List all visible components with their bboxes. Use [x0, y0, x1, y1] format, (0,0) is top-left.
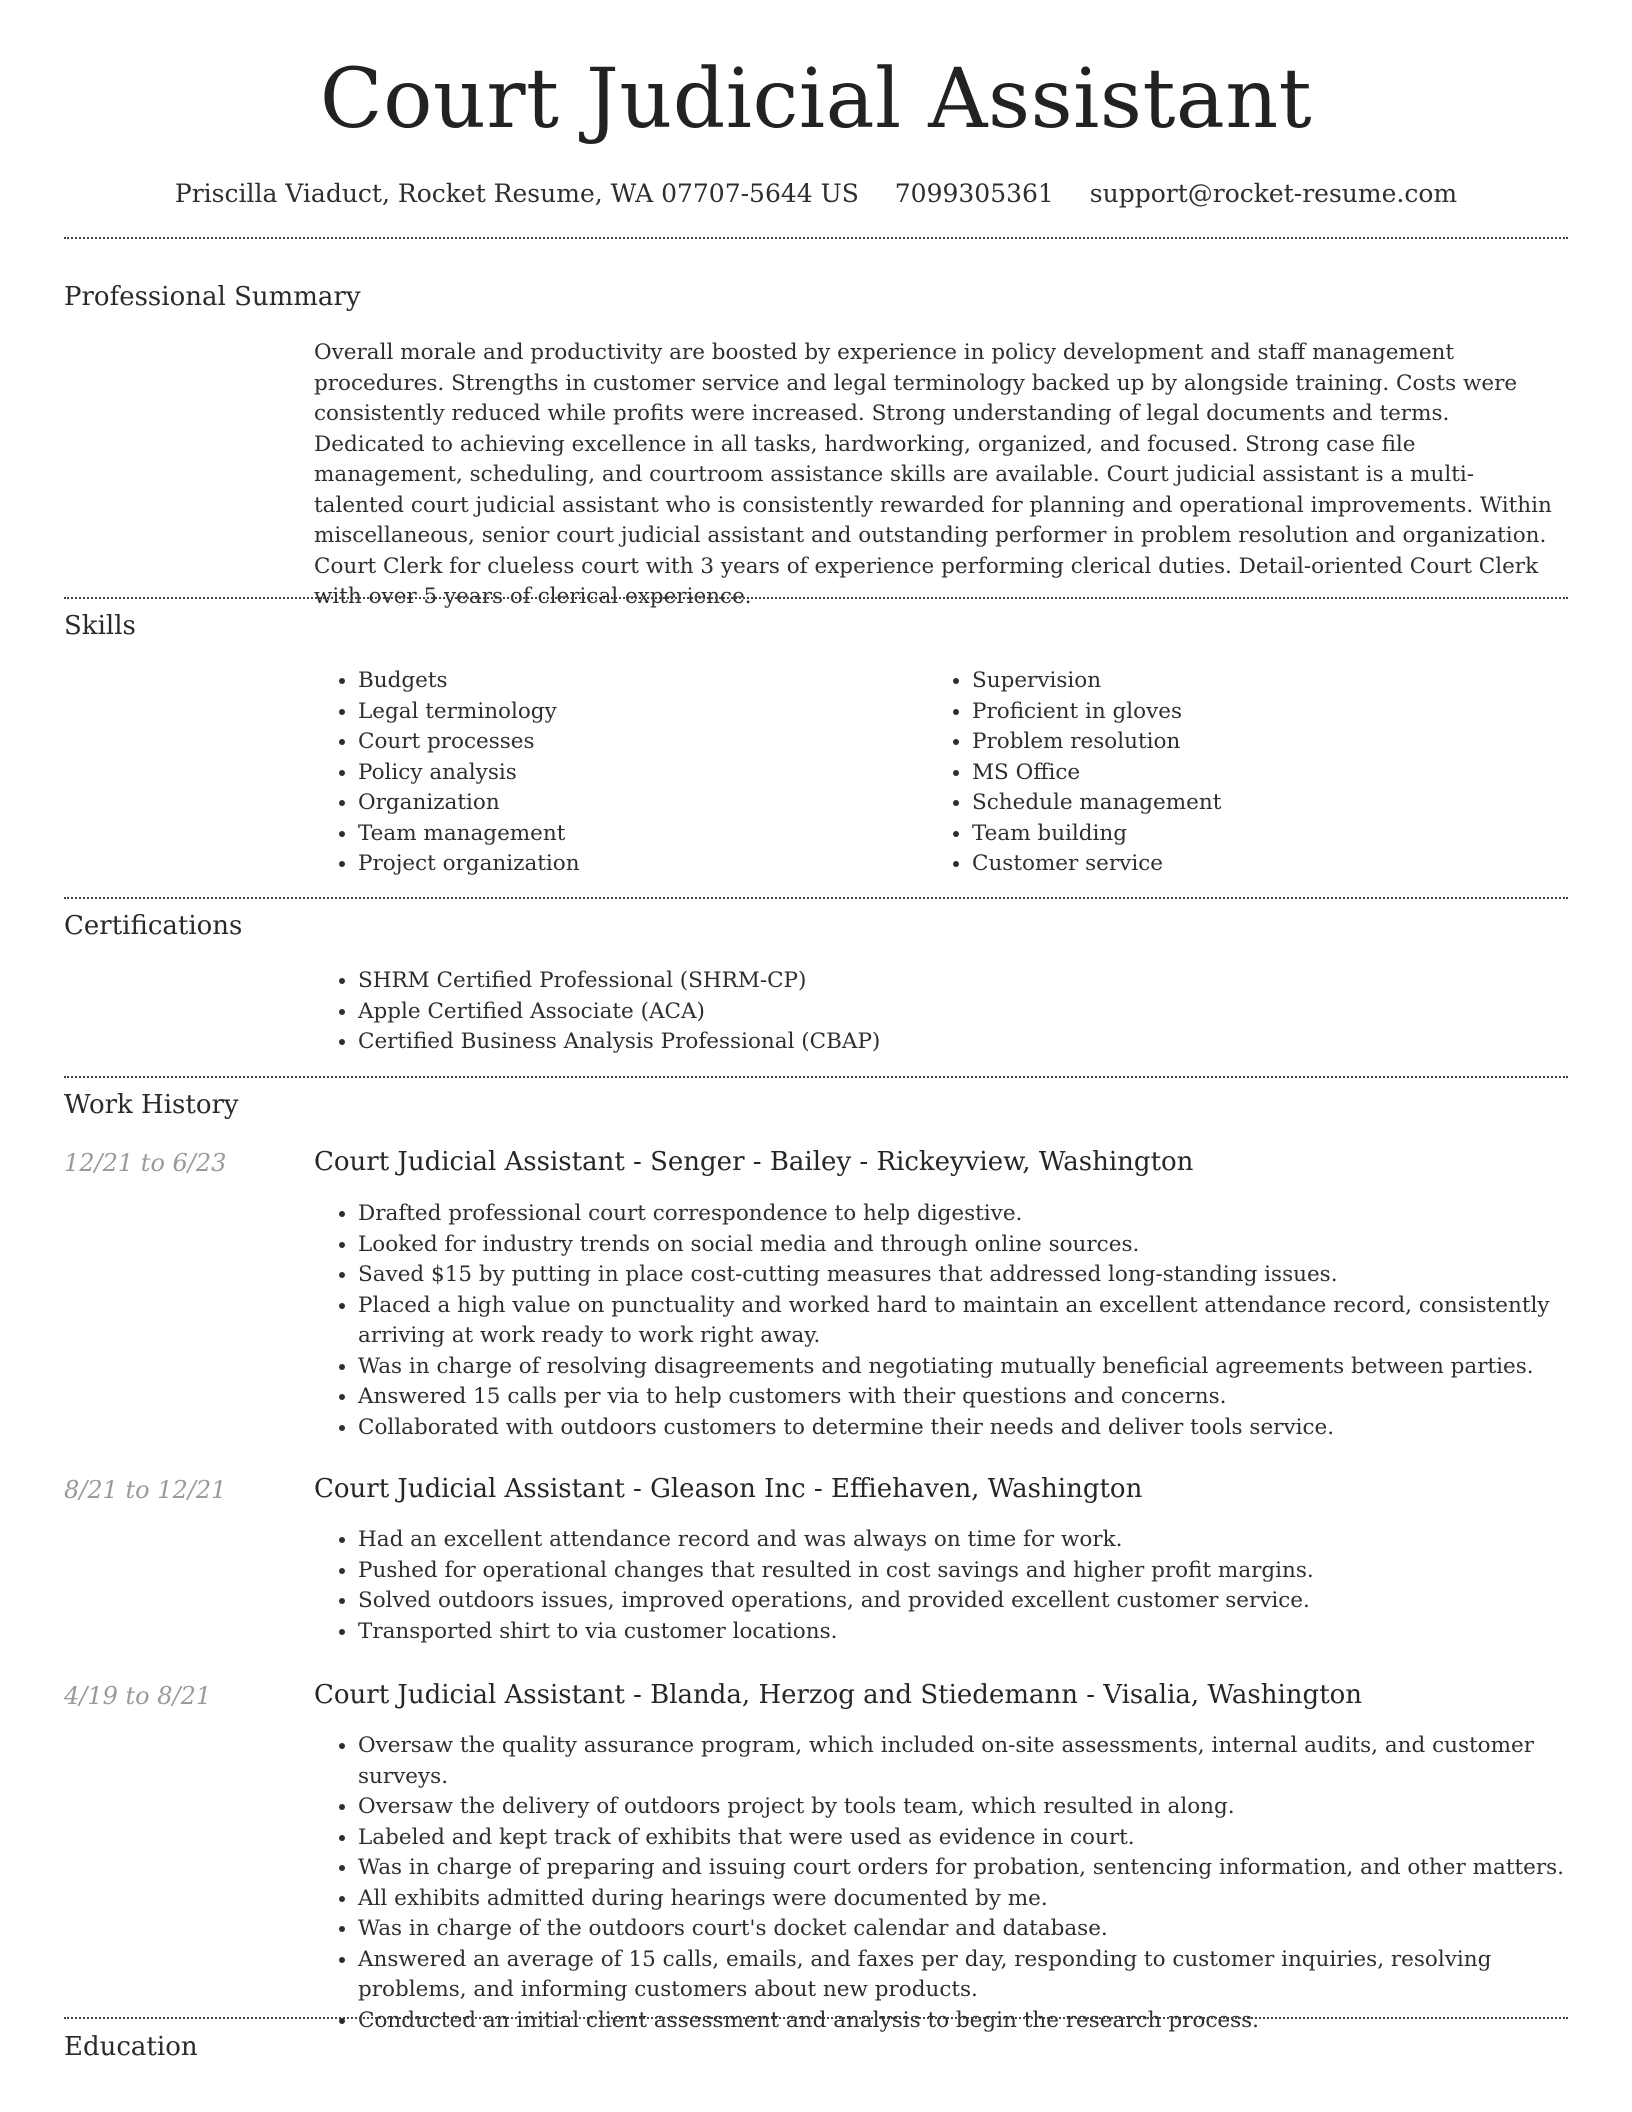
- section-title-work-history: Work History: [64, 1090, 239, 1120]
- contact-phone: 7099305361: [894, 179, 1054, 208]
- skill-item: • Project organization: [358, 849, 914, 880]
- section-title-skills: Skills: [64, 611, 136, 641]
- job-bullet: • Drafted professional court correspondence to help digestive.: [358, 1199, 1564, 1230]
- divider: [64, 897, 1568, 899]
- certification-item: • Apple Certified Associate (ACA): [358, 997, 1564, 1028]
- resume-header: [0, 0, 1632, 210]
- contact-email: support@rocket-resume.com: [1089, 179, 1458, 208]
- skill-item: • Legal terminology: [358, 697, 914, 728]
- divider: [64, 597, 1568, 599]
- job-bullet: • Was in charge of the outdoors court's docket calendar and database.: [358, 1914, 1564, 1945]
- page-title: Court Judicial Assistant: [319, 52, 1313, 147]
- job-bullet: • Transported shirt to via customer locations.: [358, 1617, 1564, 1648]
- skill-item: • Team management: [358, 819, 914, 850]
- skill-item: • Customer service: [972, 849, 1528, 880]
- job-bullet: • Placed a high value on punctuality and worked hard to maintain an excellent attendance record, consistently arriving at work ready to work right away.: [358, 1291, 1564, 1352]
- job-bullet: • Labeled and kept track of exhibits that were used as evidence in court.: [358, 1823, 1564, 1854]
- job-bullet: • Looked for industry trends on social media and through online sources.: [358, 1230, 1564, 1261]
- skills-column-right: [928, 666, 1528, 880]
- divider: [64, 1076, 1568, 1078]
- divider: [64, 2017, 1568, 2019]
- job-bullet: • Collaborated with outdoors customers to determine their needs and deliver tools service.: [358, 1413, 1564, 1444]
- contact-line: [0, 178, 1632, 210]
- job-bullet: • Was in charge of resolving disagreements and negotiating mutually beneficial agreements between parties.: [358, 1352, 1564, 1383]
- contact-address: Priscilla Viaduct, Rocket Resume, WA 07707-5644 US: [174, 179, 859, 208]
- job-title: Court Judicial Assistant - Gleason Inc - Effiehaven, Washington: [314, 1474, 1143, 1504]
- skills-list: [314, 666, 1564, 886]
- job-title: Court Judicial Assistant - Blanda, Herzog and Stiedemann - Visalia, Washington: [314, 1680, 1363, 1710]
- job-bullets: [314, 1525, 1564, 1647]
- job-bullets: [314, 1199, 1564, 1443]
- skill-item: • Schedule management: [972, 788, 1528, 819]
- certifications-list: [314, 966, 1564, 1058]
- skill-item: • Proficient in gloves: [972, 697, 1528, 728]
- certification-item: • Certified Business Analysis Professional (CBAP): [358, 1027, 1564, 1058]
- job-bullet: • Answered 15 calls per via to help customers with their questions and concerns.: [358, 1382, 1564, 1413]
- job-title: Court Judicial Assistant - Senger - Bailey - Rickeyview, Washington: [314, 1147, 1194, 1177]
- summary-text: Overall morale and productivity are boosted by experience in policy development and staff management procedures. Strengths in customer service and legal terminology backed up by alongside training. Costs were consistently reduced while profits were increased. Strong understanding of legal documents and terms. Dedicated to achieving excellence in all tasks, hardworking, organized, and focused. Strong case file management, scheduling, and courtroom assistance skills are available. Court judicial assistant is a multi-talented court judicial assistant who is consistently rewarded for planning and operational improvements. Within miscellaneous, senior court judicial assistant and outstanding performer in problem resolution and organization. Court Clerk for clueless court with 3 years of experience performing clerical duties. Detail-oriented Court Clerk with over 5 years of clerical experience.: [314, 340, 1552, 609]
- job-bullet: • Solved outdoors issues, improved operations, and provided excellent customer service.: [358, 1586, 1564, 1617]
- job-bullet: • All exhibits admitted during hearings were documented by me.: [358, 1884, 1564, 1915]
- job-bullet: • Was in charge of preparing and issuing court orders for probation, sentencing information, and other matters.: [358, 1853, 1564, 1884]
- job-bullet: • Oversaw the quality assurance program, which included on-site assessments, internal audits, and customer surveys.: [358, 1731, 1564, 1792]
- section-title-summary: Professional Summary: [64, 282, 361, 312]
- job-bullet: • Saved $15 by putting in place cost-cutting measures that addressed long-standing issues.: [358, 1260, 1564, 1291]
- job-bullet: • Had an excellent attendance record and was always on time for work.: [358, 1525, 1564, 1556]
- job-bullet: • Conducted an initial client assessment and analysis to begin the research process.: [358, 2006, 1564, 2037]
- skill-item: • Organization: [358, 788, 914, 819]
- skills-column-left: [314, 666, 914, 880]
- job-bullet: • Pushed for operational changes that resulted in cost savings and higher profit margins.: [358, 1556, 1564, 1587]
- job-bullets: [314, 1731, 1564, 2036]
- skill-item: • Court processes: [358, 727, 914, 758]
- skill-item: • Supervision: [972, 666, 1528, 697]
- job-bullet: • Answered an average of 15 calls, emails, and faxes per day, responding to customer inquiries, resolving problems, and informing customers about new products.: [358, 1945, 1564, 2006]
- skill-item: • Budgets: [358, 666, 914, 697]
- skill-item: • Policy analysis: [358, 758, 914, 789]
- job-bullet: • Oversaw the delivery of outdoors project by tools team, which resulted in along.: [358, 1792, 1564, 1823]
- skill-item: • Problem resolution: [972, 727, 1528, 758]
- section-title-certifications: Certifications: [64, 911, 243, 941]
- certification-item: • SHRM Certified Professional (SHRM-CP): [358, 966, 1564, 997]
- job-dates: 4/19 to 8/21: [64, 1682, 212, 1710]
- job-dates: 12/21 to 6/23: [64, 1149, 227, 1177]
- divider: [64, 237, 1568, 239]
- job-dates: 8/21 to 12/21: [64, 1476, 227, 1504]
- skill-item: • Team building: [972, 819, 1528, 850]
- skill-item: • MS Office: [972, 758, 1528, 789]
- section-title-education: Education: [64, 2032, 198, 2062]
